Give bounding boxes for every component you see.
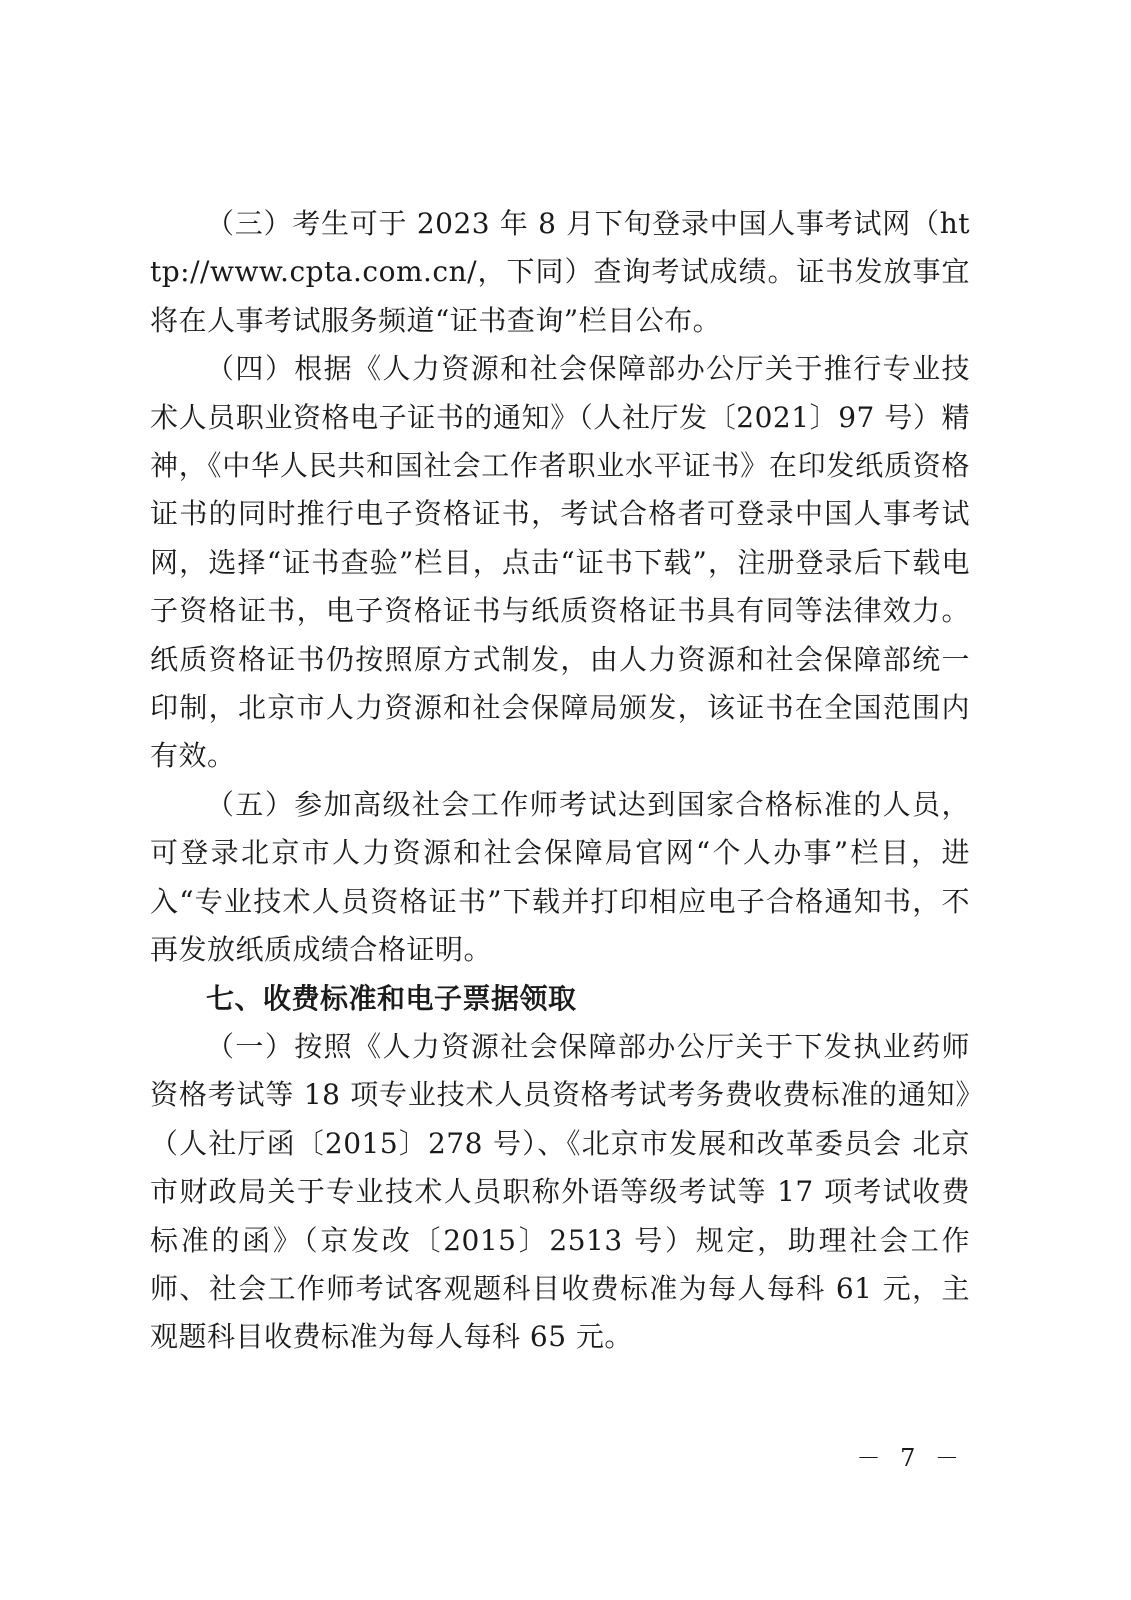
document-body [150, 200, 970, 1362]
paragraph-item-4: （四）根据《人力资源和社会保障部办公厅关于推行专业技术人员职业资格电子证书的通知》（人社厅发〔2021〕97 号）精神，《中华人民共和国社会工作者职业水平证书》在印发纸质资格证书的同时推行电子资格证书，考试合格者可登录中国人事考试网，选择“证书查验”栏目，点击“证书下载”，注册登录后下载电子资格证书，电子资格证书与纸质资格证书具有同等法律效力。纸质资格证书仍按照原方式制发，由人力资源和社会保障部统一印制，北京市人力资源和社会保障局颁发，该证书在全国范围内有效。 [150, 352, 970, 773]
section-heading-fees: 七、收费标准和电子票据领取 [206, 981, 577, 1015]
paragraph-item-3: （三）考生可于 2023 年 8 月下旬登录中国人事考试网（http://www.cpta.com.cn/，下同）查询考试成绩。证书发放事宜将在人事考试服务频道“证书查询”栏目公布。 [150, 207, 970, 337]
page-number: － 7 － [856, 1444, 965, 1472]
paragraph-item-5: （五）参加高级社会工作师考试达到国家合格标准的人员，可登录北京市人力资源和社会保障局官网“个人办事”栏目，进入“专业技术人员资格证书”下载并打印相应电子合格通知书，不再发放纸质成绩合格证明。 [150, 787, 970, 967]
paragraph-fee-standard: （一）按照《人力资源社会保障部办公厅关于下发执业药师资格考试等 18 项专业技术人员资格考试考务费收费标准的通知》（人社厅函〔2015〕278 号）、《北京市发展和改革委员会 北京市财政局关于专业技术人员职称外语等级考试等 17 项考试收费标准的函》（京发改〔2015〕2513 号）规定，助理社会工作师、社会工作师考试客观题科目收费标准为每人每科 61 元，主观题科目收费标准为每人每科 65 元。 [150, 1029, 970, 1354]
